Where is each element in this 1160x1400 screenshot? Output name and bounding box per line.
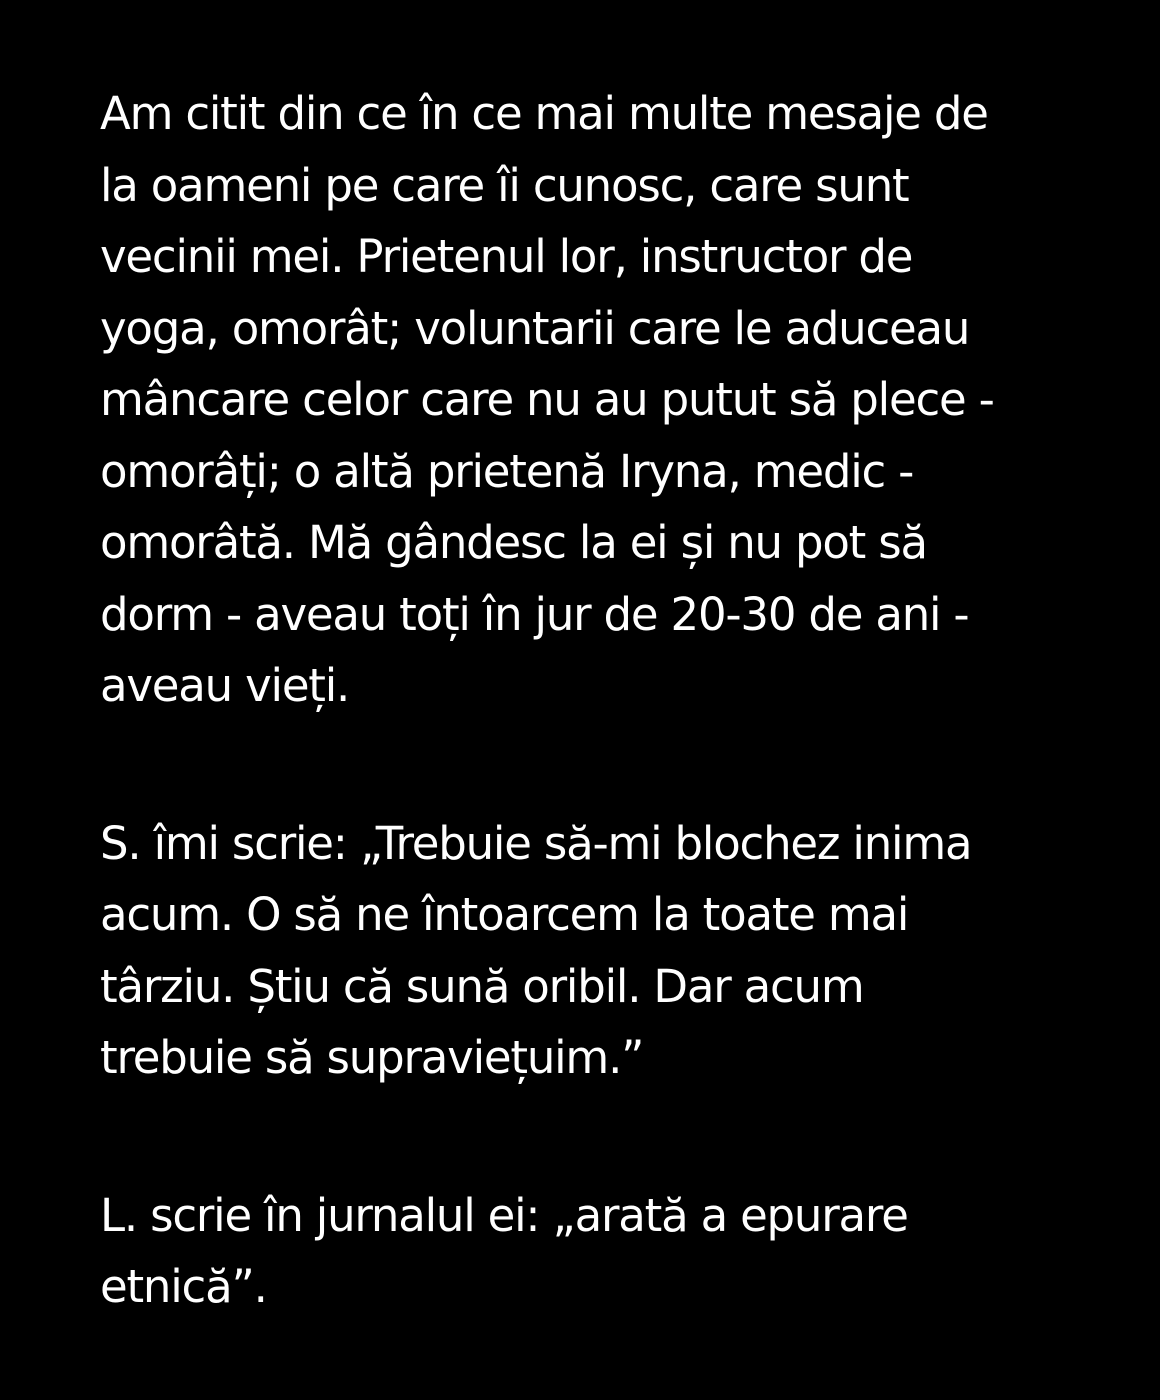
text-line: etnică”. (100, 1260, 267, 1313)
text-line: Am citit din ce în ce mai multe mesaje de (100, 87, 988, 140)
message-text-view (100, 78, 1100, 1323)
text-line: aveau vieți. (100, 659, 350, 712)
text-line: mâncare celor care nu au putut să plece - (100, 373, 994, 426)
paragraph-messages-from-neighbors (100, 78, 1100, 722)
text-line: dorm - aveau toți în jur de 20-30 de ani - (100, 587, 969, 641)
text-line: omorâtă. Mă gândesc la ei și nu pot să (100, 516, 927, 569)
paragraph-l-journal (100, 1180, 1100, 1323)
text-line: la oameni pe care îi cunosc, care sunt (100, 158, 909, 212)
text-line: târziu. Știu că sună oribil. Dar acum (100, 959, 864, 1013)
text-line: S. îmi scrie: „Trebuie să-mi blochez inima (100, 816, 972, 870)
text-line: trebuie să supraviețuim.” (100, 1031, 644, 1084)
text-line: yoga, omorât; voluntarii care le aduceau (100, 301, 970, 355)
text-line: acum. O să ne întoarcem la toate mai (100, 888, 909, 941)
paragraph-s-quote (100, 808, 1100, 1094)
text-line: omorâți; o altă prietenă Iryna, medic - (100, 444, 914, 498)
text-line: L. scrie în jurnalul ei: „arată a epurare (100, 1188, 908, 1242)
text-line: vecinii mei. Prietenul lor, instructor de (100, 230, 913, 283)
